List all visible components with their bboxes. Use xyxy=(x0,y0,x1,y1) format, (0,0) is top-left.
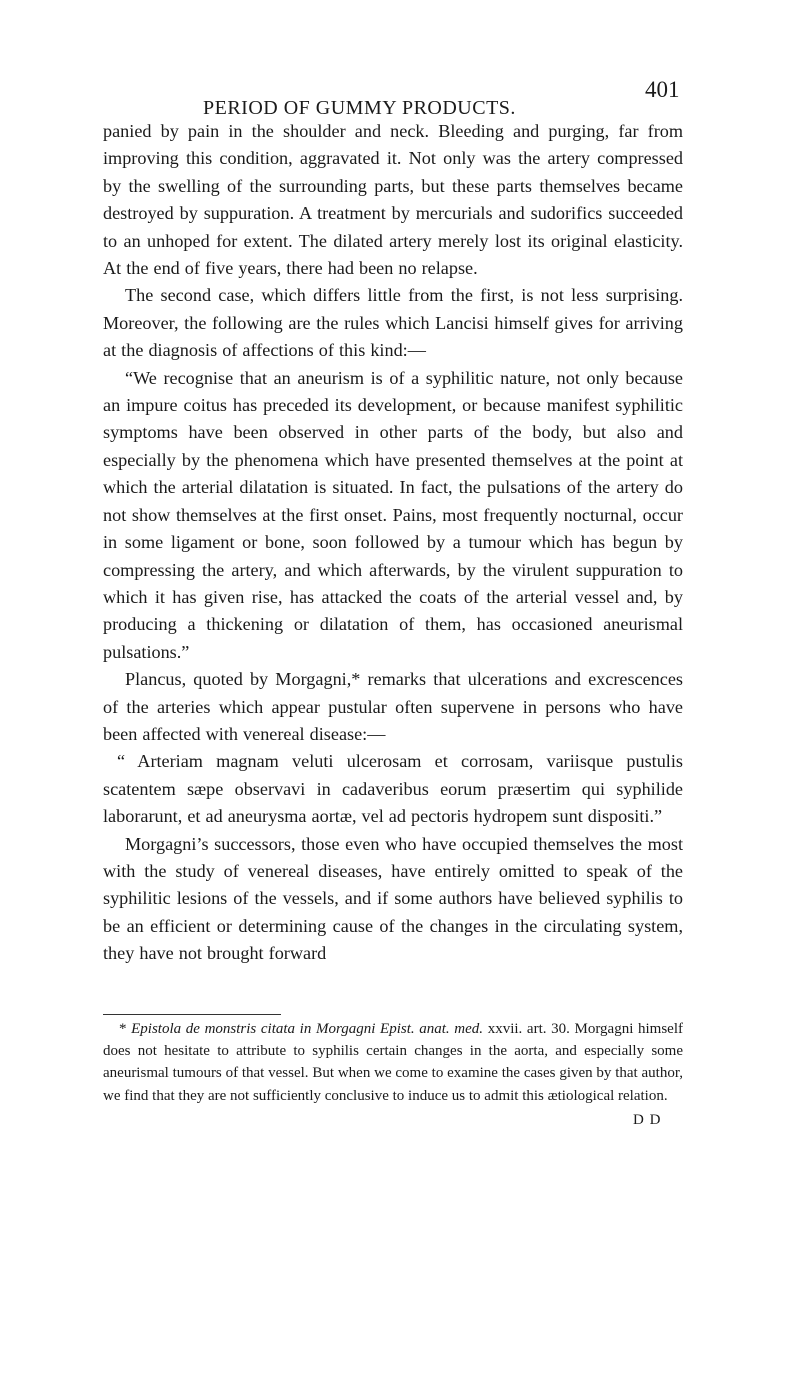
paragraph-plancus: Plancus, quoted by Morgagni,* remarks that ulcerations and excrescences of the arteries which appear pustular often supervene in persons who have been affected with venereal disease:— xyxy=(103,669,683,744)
footnote-marker: * xyxy=(119,1021,132,1037)
body-text xyxy=(103,118,683,968)
footnote xyxy=(103,1018,683,1107)
paragraph-morgagni-successors: Morgagni’s successors, those even who have occupied themselves the most with the study of venereal diseases, have entirely omitted to speak of the syphilitic lesions of the vessels, and if some authors have believed syphilis to be an efficient or determining cause of the changes in the circulating system, they have not brought forward xyxy=(103,833,683,964)
paragraph-lancisi-quote: “We recognise that an aneurism is of a syphilitic nature, not only because an impure coitus has preceded its development, or because manifest syphilitic symptoms have been observed in other parts of the body, but also and especially by the phenomena which have presented themselves at the point at which the arterial dilatation is situated. In fact, the pulsations of the artery do not show themselves at the first onset. Pains, most frequently nocturnal, occur in some ligament or bone, soon followed by a tumour which has begun by compressing the artery, and which afterwards, by the virulent suppuration to which it has given rise, has attacked the coats of the arterial vessel and, by producing a thickening or dilatation of them, has occasioned aneurismal pulsations.” xyxy=(103,367,683,662)
paragraph-second-case: The second case, which differs little from the first, is not less surprising. Moreover, the following are the rules which Lancisi himself gives for arriving at the diagnosis of affections of this kind:— xyxy=(103,285,683,361)
signature-mark: D D xyxy=(633,1112,662,1128)
page-number: 401 xyxy=(645,77,680,102)
footnote-text: xxvii. art. 30. Morgagni himself does not hesitate to attribute to syphilis certain changes in the aorta, and especially some aneurismal tumours of that vessel. But when we come to examine the cases given by that author, we find that they are not sufficiently conclusive to induce us to admit this ætiological relation. xyxy=(103,1021,684,1104)
paragraph-latin-quote: “ Arteriam magnam veluti ulcerosam et corrosam, variisque pustulis scatentem sæpe observavi in cadaveribus eorum præsertim qui syphilide laborarunt, et ad aneurysma aortæ, vel ad pectoris hydropem sunt dispositi.” xyxy=(103,751,683,827)
footnote-rule xyxy=(103,1014,281,1015)
running-head: PERIOD OF GUMMY PRODUCTS. xyxy=(203,97,516,119)
paragraph-case-continuation: panied by pain in the shoulder and neck. Bleeding and purging, far from improving this condition, aggravated it. Not only was the artery compressed by the swelling of the surrounding parts, but these parts themselves became destroyed by suppuration. A treatment by mercurials and sudorifics succeeded to an unhoped for extent. The dilated artery merely lost its original elasticity. At the end of five years, there had been no relapse. xyxy=(103,121,683,279)
footnote-citation: Epistola de monstris citata in Morgagni Epist. anat. med. xyxy=(131,1021,484,1037)
